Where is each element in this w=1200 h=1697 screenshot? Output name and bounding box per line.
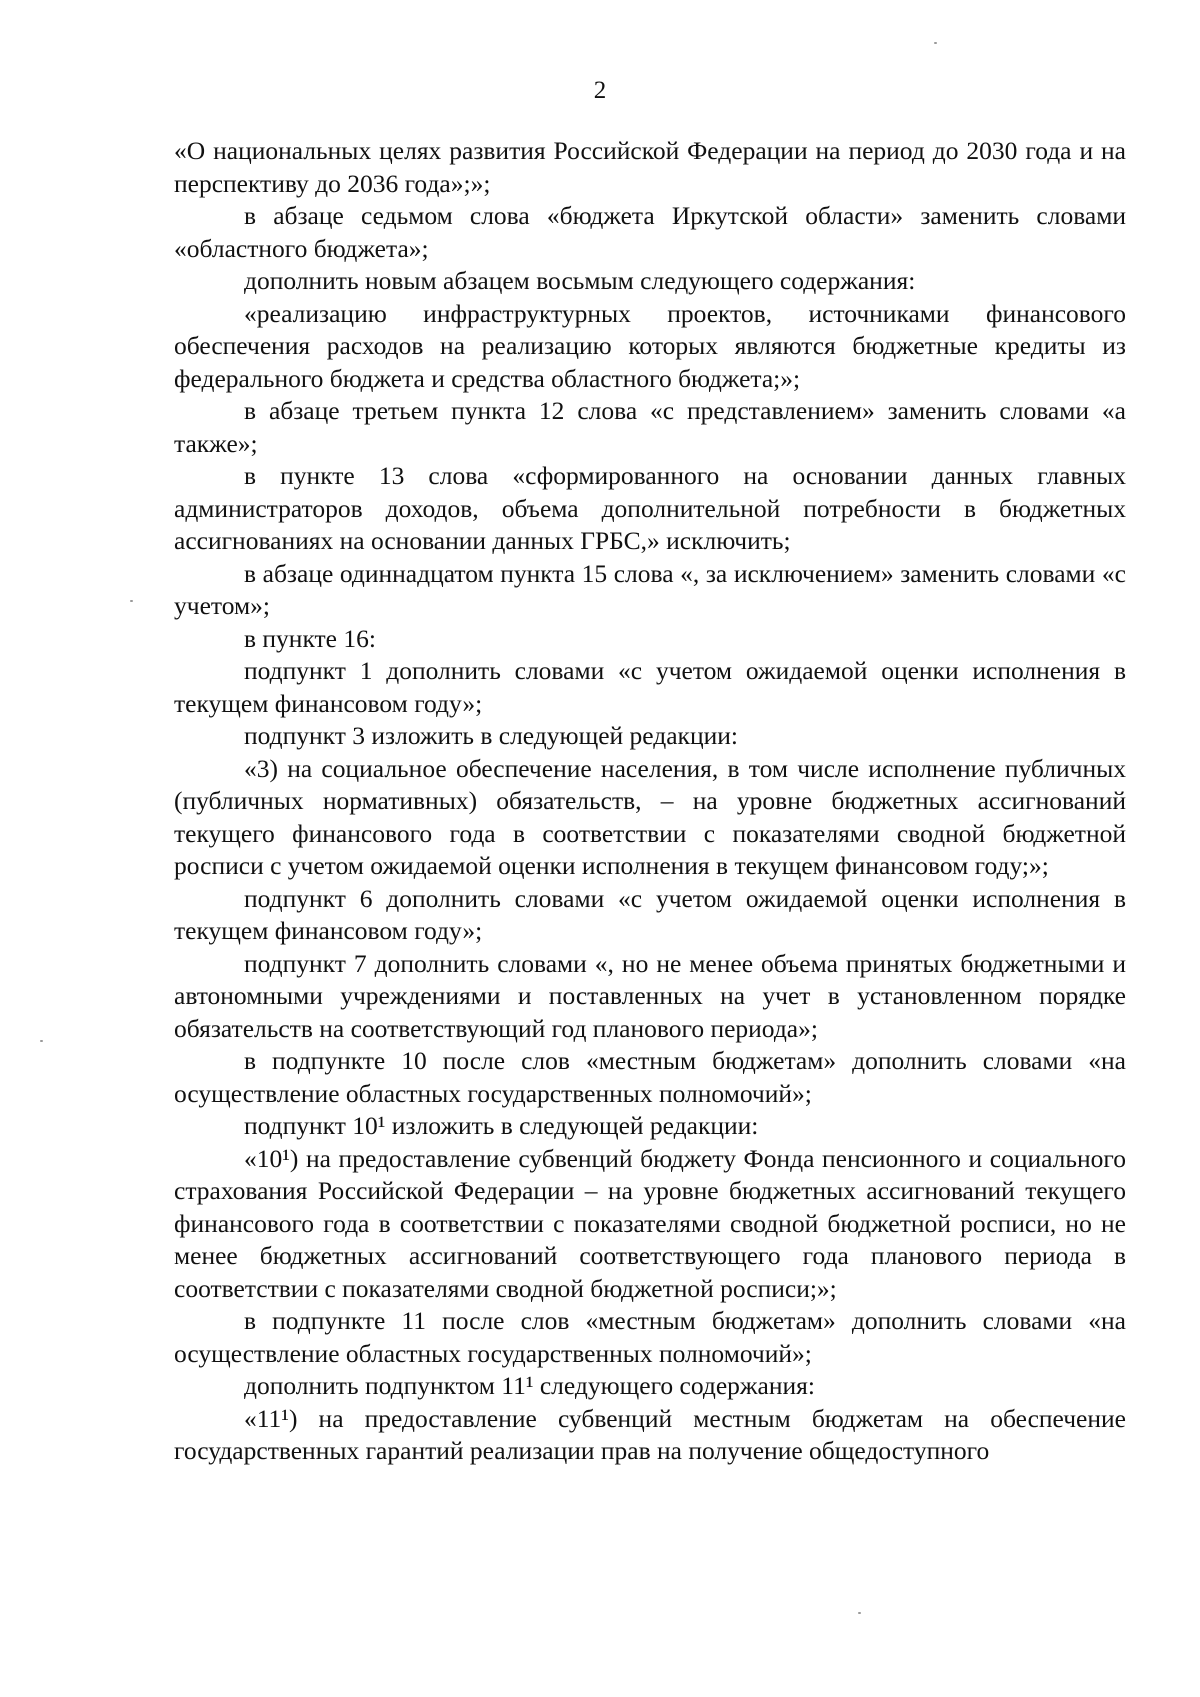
paragraph: в абзаце одиннадцатом пункта 15 слова «, за исключением» заменить словами «с учетом»; xyxy=(174,558,1126,620)
paragraph: подпункт 10¹ изложить в следующей редакции: xyxy=(244,1111,759,1140)
scan-speck xyxy=(858,1612,861,1614)
paragraph: подпункт 3 изложить в следующей редакции: xyxy=(244,721,738,750)
paragraph: «3) на социальное обеспечение населения, в том числе исполнение публичных (публичных нормативных) обязательств, – на уровне бюджетных ассигнований текущего финансового года в соответствии с показателями сводной бюджетной росписи с учетом ожидаемой оценки исполнения в текущем финансовом году;»; xyxy=(174,753,1126,880)
paragraph: «реализацию инфраструктурных проектов, источниками финансового обеспечения расходов на реализацию которых являются бюджетные кредиты из федерального бюджета и средства областного бюджета;»; xyxy=(174,298,1126,393)
document-body xyxy=(174,135,1126,1468)
paragraph: «10¹) на предоставление субвенций бюджету Фонда пенсионного и социального страхования Российской Федерации – на уровне бюджетных ассигнований текущего финансового года в соответствии с показателями сводной бюджетной росписи, но не менее бюджетных ассигнований соответствующего года планового периода в соответствии с показателями сводной бюджетной росписи;»; xyxy=(174,1143,1126,1303)
page-number: 2 xyxy=(593,77,607,104)
paragraph: дополнить новым абзацем восьмым следующего содержания: xyxy=(244,266,916,295)
paragraph: подпункт 6 дополнить словами «с учетом ожидаемой оценки исполнения в текущем финансовом году»; xyxy=(174,883,1126,945)
paragraph: в пункте 16: xyxy=(244,623,376,653)
scan-speck xyxy=(40,1040,43,1042)
paragraph: дополнить подпунктом 11¹ следующего содержания: xyxy=(244,1371,815,1400)
paragraph: в абзаце третьем пункта 12 слова «с представлением» заменить словами «а также»; xyxy=(174,396,1126,458)
paragraph: в подпункте 10 после слов «местным бюджетам» дополнить словами «на осуществление областных государственных полномочий»; xyxy=(174,1046,1126,1108)
paragraph: «11¹) на предоставление субвенций местным бюджетам на обеспечение государственных гарантий реализации прав на получение общедоступного xyxy=(174,1403,1126,1465)
paragraph: в подпункте 11 после слов «местным бюджетам» дополнить словами «на осуществление областных государственных полномочий»; xyxy=(174,1306,1126,1368)
paragraph: в пункте 13 слова «сформированного на основании данных главных администраторов доходов, объема дополнительной потребности в бюджетных ассигнованиях на основании данных ГРБС,» исключить; xyxy=(174,461,1126,555)
paragraph: в абзаце седьмом слова «бюджета Иркутской области» заменить словами «областного бюджета»; xyxy=(174,201,1126,263)
paragraph: «О национальных целях развития Российской Федерации на период до 2030 года и на перспективу до 2036 года»;»; xyxy=(174,136,1126,198)
paragraph: подпункт 7 дополнить словами «, но не менее объема принятых бюджетными и автономными учреждениями и поставленных на учет в установленном порядке обязательств на соответствующий год планового периода»; xyxy=(174,948,1126,1043)
paragraph: подпункт 1 дополнить словами «с учетом ожидаемой оценки исполнения в текущем финансовом году»; xyxy=(174,656,1126,718)
scan-speck xyxy=(130,600,133,602)
scan-speck xyxy=(934,42,937,44)
